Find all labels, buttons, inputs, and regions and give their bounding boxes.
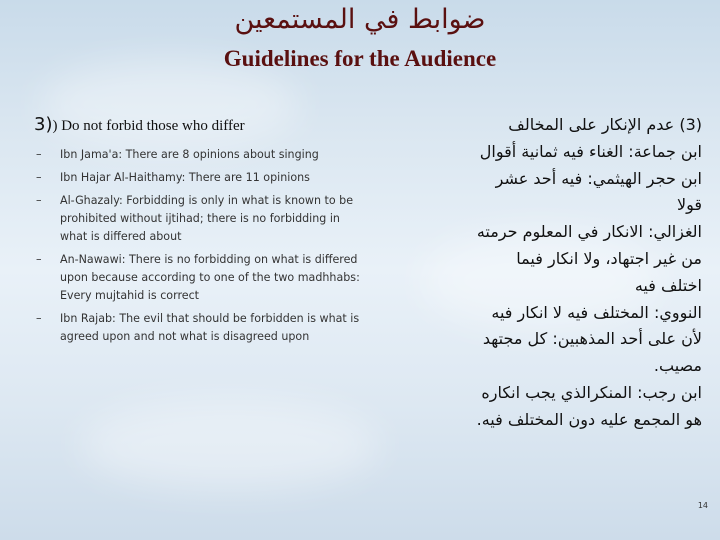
list-item: – Ibn Hajar Al-Haithamy: There are 11 opinions bbox=[36, 171, 310, 184]
bullet-text: Al-Ghazaly: Forbidding is only in what is known to be prohibited without ijtihad; there is no forbidding in what is differed about bbox=[60, 194, 354, 243]
arabic-line: لأن على أحد المذهبين: كل مجتهد bbox=[482, 329, 702, 349]
background-cloud bbox=[40, 60, 300, 150]
arabic-line: ابن رجب: المنكرالذي يجب انكاره bbox=[481, 382, 702, 402]
arabic-line: الغزالي: الانكار في المعلوم حرمته bbox=[476, 222, 702, 242]
arabic-text-block bbox=[382, 112, 702, 434]
section-number: 3 bbox=[34, 114, 46, 135]
arabic-line: اختلف فيه bbox=[634, 275, 702, 295]
arabic-line: النووي: المختلف فيه لا انكار فيه bbox=[491, 302, 702, 322]
arabic-line: ابن جماعة: الغناء فيه ثمانية أقوال bbox=[479, 141, 702, 161]
arabic-line: مصيب. bbox=[653, 356, 702, 376]
arabic-line: ابن حجر الهيثمي: فيه أحد عشر bbox=[495, 168, 702, 188]
list-item: – Ibn Jama'a: There are 8 opinions about singing bbox=[36, 148, 319, 161]
slide-title-english: Guidelines for the Audience bbox=[223, 46, 497, 71]
bullet-text: Ibn Jama'a: There are 8 opinions about singing bbox=[60, 148, 319, 161]
section-heading-text: ) Do not forbid those who differ bbox=[52, 118, 245, 134]
list-item: – Ibn Rajab: The evil that should be forbidden is what is agreed upon and not what is disagreed upon bbox=[36, 312, 360, 343]
bullet-text: An-Nawawi: There is no forbidding on what is differed upon because according to one of the two madhhabs: Every mujtahid is correct bbox=[60, 253, 360, 302]
background-cloud bbox=[80, 400, 380, 490]
arabic-line: هو المجمع عليه دون المختلف فيه. bbox=[476, 409, 702, 429]
arabic-line: من غير اجتهاد، ولا انكار فيما bbox=[516, 248, 702, 268]
english-bullet-list bbox=[30, 146, 366, 351]
slide-title-arabic: ضوابط في المستمعين bbox=[234, 4, 486, 35]
section-heading: 3)) Do not forbid those who differ bbox=[34, 114, 245, 135]
arabic-line: (3) عدم الإنكار على المخالف bbox=[508, 115, 702, 134]
list-item: – An-Nawawi: There is no forbidding on what is differed upon because according to one of the two madhhabs: Every mujtahid is correct bbox=[36, 253, 360, 302]
bullet-text: Ibn Rajab: The evil that should be forbidden is what is agreed upon and not what is disagreed upon bbox=[60, 312, 360, 343]
arabic-line: قولا bbox=[676, 195, 702, 215]
list-item: – Al-Ghazaly: Forbidding is only in what is known to be prohibited without ijtihad; there is no forbidding in what is differed about bbox=[36, 194, 354, 243]
page-number: 14 bbox=[697, 501, 708, 510]
bullet-text: Ibn Hajar Al-Haithamy: There are 11 opinions bbox=[60, 171, 310, 184]
